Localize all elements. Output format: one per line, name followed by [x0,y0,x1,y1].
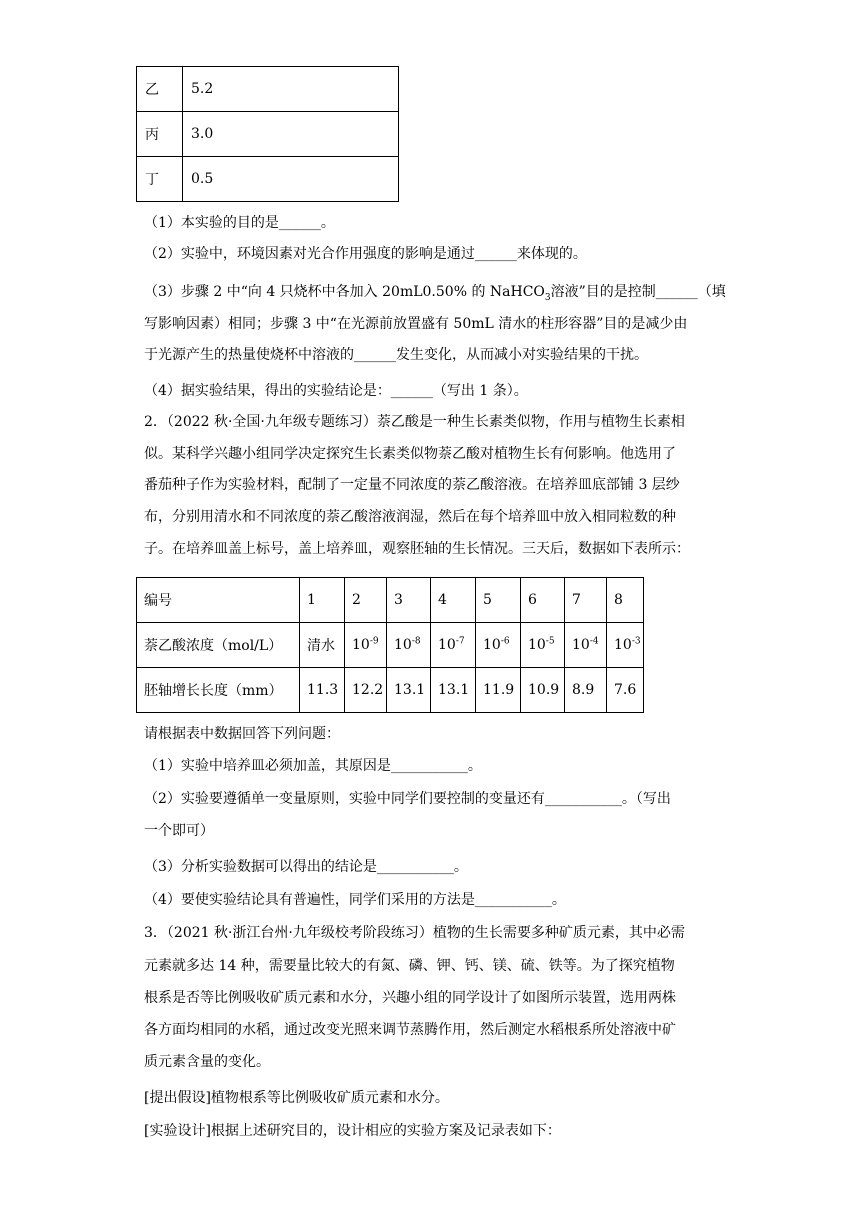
q1-sub3-line2: 写影响因素）相同；步骤 3 中“在光源前放置盛有 50mL 清水的柱形容器”目的是减少由 [144,316,688,332]
table-cell: 乙 [137,67,183,112]
q1-sub3-line3: 于光源产生的热量使烧杯中溶液的______发生变化，从而减小对实验结果的干扰。 [144,347,648,363]
conc-base: 10 [438,637,456,653]
conc-exponent: -4 [589,636,599,647]
table-cell [431,623,476,668]
table-cell: 1 [300,578,345,623]
q2-stem-line1: 2．（2022 秋·全国·九年级专题练习）萘乙酸是一种生长素类似物，作用与植物生长素相 [144,414,685,430]
q3-stem-line4: 各方面均相同的水稻，通过改变光照来调节蒸腾作用，然后测定水稻根系所处溶液中矿 [144,1022,676,1038]
table-row [137,623,644,668]
q2-sub3: （3）分析实验数据可以得出的结论是___________。 [144,859,468,875]
table-cell: 10.9 [521,668,565,713]
table-cell: 3.0 [183,112,399,157]
table-cell: 丙 [137,112,183,157]
conc-exponent: -7 [455,636,465,647]
q1-sub3-text-b: 溶液”目的是控制______（填 [550,284,726,300]
row-header: 编号 [137,578,300,623]
table-row [137,578,644,623]
table-cell: 0.5 [183,157,399,202]
q2-stem-line4: 布，分别用清水和不同浓度的萘乙酸溶液润湿，然后在每个培养皿中放入相同粒数的种 [144,509,676,525]
naa-data-table [136,577,644,713]
table-row [137,157,399,202]
q1-sub3-line1 [144,281,724,301]
row-header: 胚轴增长长度（mm） [137,668,300,713]
table-cell: 12.2 [345,668,387,713]
table-cell [565,623,607,668]
table-cell: 8 [607,578,644,623]
table-cell [476,623,521,668]
table-cell: 4 [431,578,476,623]
table-cell: 7 [565,578,607,623]
conc-base: 10 [483,637,501,653]
q2-stem-line3: 番茄种子作为实验材料，配制了一定量不同浓度的萘乙酸溶液。在培养皿底部铺 3 层纱 [144,477,680,493]
conc-base: 10 [528,637,546,653]
q2-sub2-line1: （2）实验要遵循单一变量原则，实验中同学们要控制的变量还有___________。（写出 [144,791,671,807]
q1-sub1: （1）本实验的目的是______。 [144,215,335,231]
table-cell: 5 [476,578,521,623]
q2-stem-line2: 似。某科学兴趣小组同学决定探究生长素类似物萘乙酸对植物生长有何影响。他选用了 [144,446,676,462]
q1-sub3-text-a: （3）步骤 2 中“向 4 只烧杯中各加入 20mL0.50% 的 NaHCO [144,284,545,300]
table-row [137,112,399,157]
q3-design: [实验设计]根据上述研究目的，设计相应的实验方案及记录表如下： [144,1123,561,1139]
q3-stem-line2: 元素就多达 14 种，需要量比较大的有氮、磷、钾、钙、镁、硫、铁等。为了探究植物 [144,958,675,974]
table-cell: 13.1 [431,668,476,713]
conc-base: 10 [352,637,370,653]
table-cell: 6 [521,578,565,623]
conc-base: 10 [572,637,590,653]
table-row [137,67,399,112]
table-cell [345,623,387,668]
table-cell: 13.1 [387,668,431,713]
q3-hypothesis: [提出假设]植物根系等比例吸收矿质元素和水分。 [144,1090,449,1106]
table-cell: 7.6 [607,668,644,713]
conc-exponent: -3 [631,636,641,647]
row-header: 萘乙酸浓度（mol/L） [137,623,300,668]
q1-sub3-subscript: 3 [544,292,551,303]
table-cell: 3 [387,578,431,623]
table-cell [521,623,565,668]
q2-sub2-line2: 一个即可） [144,823,214,839]
table-cell: 11.3 [300,668,345,713]
table-cell: 2 [345,578,387,623]
conc-exponent: -8 [411,636,421,647]
q2-prompt: 请根据表中数据回答下列问题： [144,726,340,742]
table-cell [607,623,644,668]
conc-exponent: -6 [500,636,510,647]
table-row [137,668,644,713]
table-cell: 11.9 [476,668,521,713]
result-table-1 [136,66,399,202]
table-cell: 5.2 [183,67,399,112]
q3-stem-line5: 质元素含量的变化。 [144,1054,270,1070]
conc-exponent: -9 [369,636,379,647]
table-cell: 清水 [300,623,345,668]
q3-stem-line1: 3．（2021 秋·浙江台州·九年级校考阶段练习）植物的生长需要多种矿质元素，其中必需 [144,925,685,941]
table-cell: 丁 [137,157,183,202]
conc-exponent: -5 [545,636,555,647]
q1-sub2: （2）实验中，环境因素对光合作用强度的影响是通过______来体现的。 [144,246,587,262]
q2-sub1: （1）实验中培养皿必须加盖，其原因是___________。 [144,758,482,774]
q2-stem-line5: 子。在培养皿盖上标号，盖上培养皿，观察胚轴的生长情况。三天后，数据如下表所示： [144,541,690,557]
conc-base: 10 [614,637,632,653]
table-cell: 8.9 [565,668,607,713]
q3-stem-line3: 根系是否等比例吸收矿质元素和水分，兴趣小组的同学设计了如图所示装置，选用两株 [144,990,676,1006]
q2-sub4: （4）要使实验结论具有普遍性，同学们采用的方法是___________。 [144,892,566,908]
conc-base: 10 [394,637,412,653]
q1-sub4: （4）据实验结果，得出的实验结论是：______（写出 1 条）。 [144,383,528,399]
table-cell [387,623,431,668]
